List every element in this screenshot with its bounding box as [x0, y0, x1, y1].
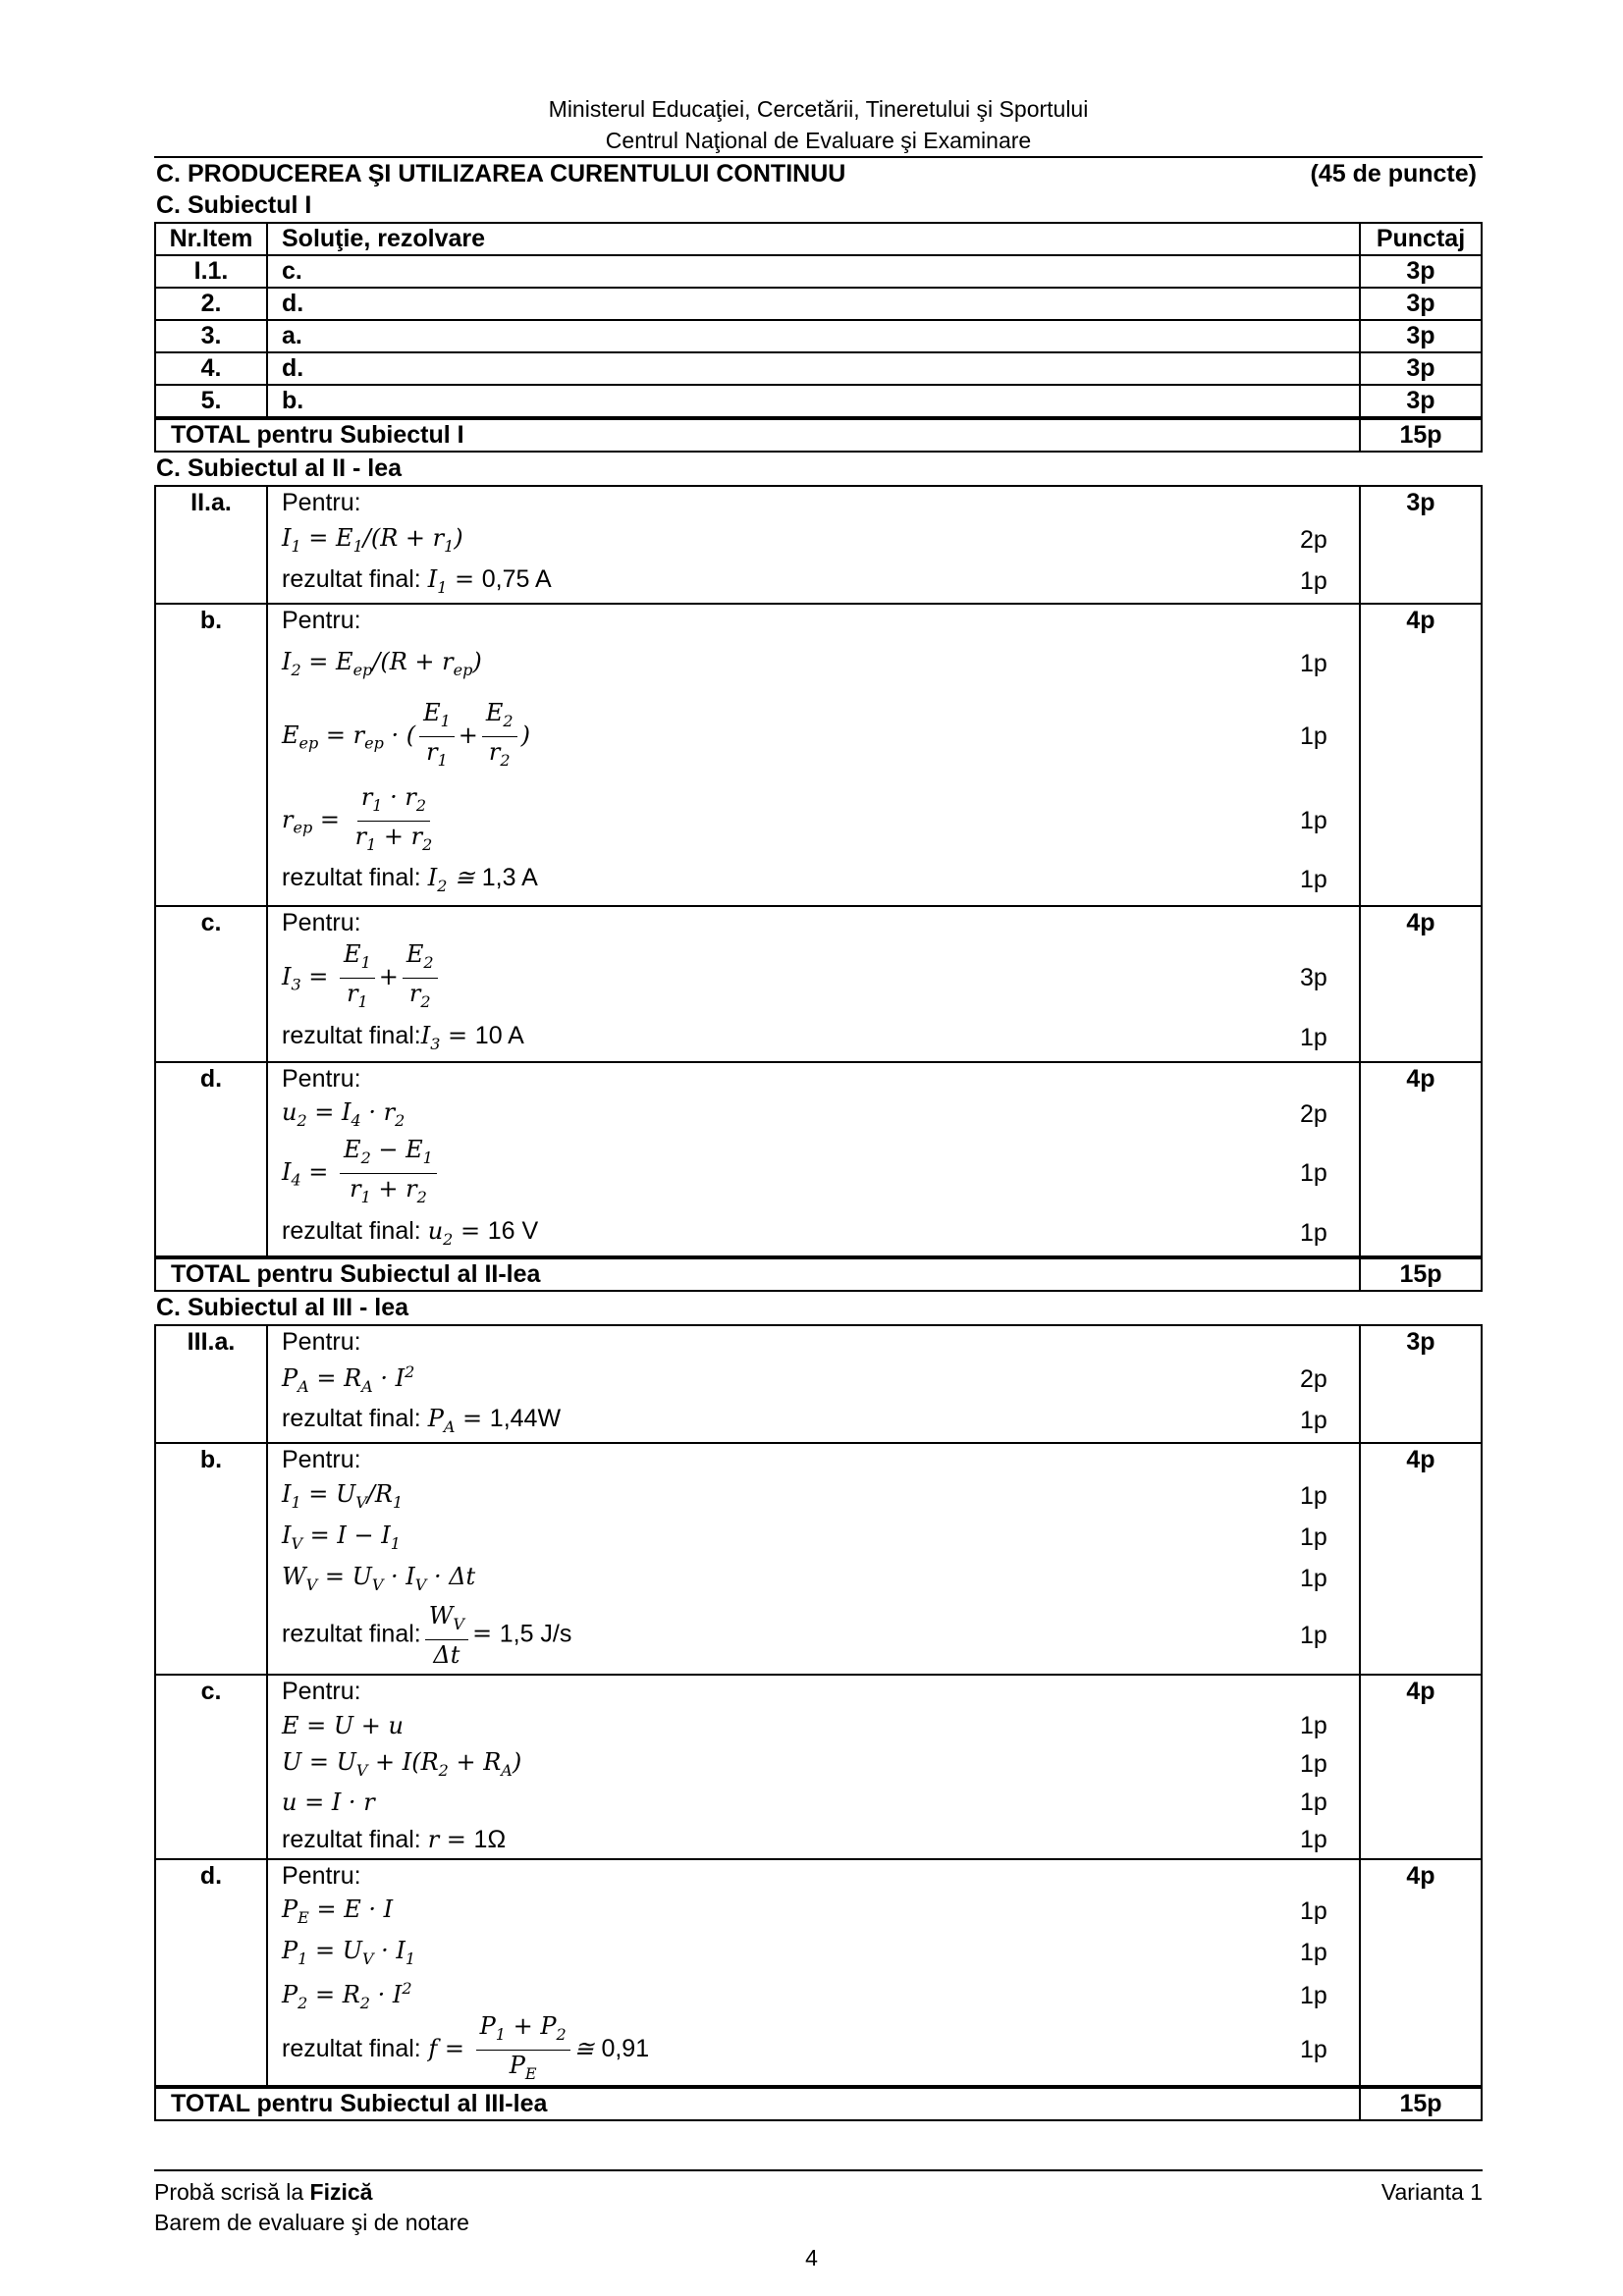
step-points: 1p [1300, 1158, 1327, 1187]
formula-line [282, 518, 1349, 561]
item-number: b. [155, 1443, 267, 1675]
subject-1-table [154, 222, 1483, 418]
step-points: 1p [1300, 1522, 1327, 1551]
result-label: rezultat final: [282, 2034, 421, 2062]
item-points: 3p [1360, 352, 1482, 385]
item-number: d. [155, 1062, 267, 1256]
formula: $U = U_V + I(R_2 + R_A)$ [282, 1748, 522, 1780]
item-number: c. [155, 1675, 267, 1859]
subject-2-table [154, 485, 1483, 1257]
item-answer: d. [267, 352, 1360, 385]
footer-line-1 [154, 2169, 1483, 2208]
formula: $P_2 = R_2 \cdot I^2$ [282, 1979, 412, 2012]
item-solution [267, 1062, 1360, 1256]
section-name: C. PRODUCEREA ŞI UTILIZAREA CURENTULUI CONTINUU [156, 160, 846, 187]
section-points: (45 de puncte) [1310, 160, 1477, 187]
result-value: 1,44W [489, 1405, 562, 1433]
formula-line [282, 691, 1349, 781]
step-points: 1p [1300, 649, 1327, 677]
item-points: 4p [1360, 1859, 1482, 2086]
table-row [155, 255, 1482, 288]
formula-line [282, 1784, 1349, 1821]
exam-label [154, 2177, 372, 2208]
total-points: 15p [1360, 2088, 1482, 2120]
item-number: 4. [155, 352, 267, 385]
item-answer: d. [267, 288, 1360, 320]
formula: u = I · r [282, 1789, 375, 1816]
answer-key-page [154, 93, 1483, 2121]
result-label: rezultat final: [282, 864, 421, 892]
result-label: rezultat final: [282, 1217, 421, 1246]
pentru-label: Pentru: [282, 1678, 361, 1705]
item-solution [267, 604, 1360, 906]
item-points: 3p [1360, 1325, 1482, 1443]
formula: E = U + u [282, 1712, 404, 1739]
formula-line [282, 1358, 1349, 1401]
step-points: 1p [1300, 1711, 1327, 1739]
col-header-solution: Soluţie, rezolvare [267, 223, 1360, 255]
table-row [155, 1859, 1482, 2086]
exam-subject: Fizică [309, 2179, 373, 2205]
formula-line [282, 781, 1349, 860]
result-label: rezultat final: [282, 1405, 421, 1433]
step-points: 1p [1300, 806, 1327, 834]
step-points: 2p [1300, 1364, 1327, 1393]
formula: $r_{ep}$ = $\frac{r_1 \cdot r_2}{r_1 + r_2}$ [282, 782, 433, 854]
formula-line [282, 1134, 1349, 1212]
step-points: 1p [1300, 1938, 1327, 1966]
pentru-label: Pentru: [282, 489, 361, 516]
item-points: 3p [1360, 288, 1482, 320]
item-number: III.a. [155, 1325, 267, 1443]
result-value: 0,75 A [481, 565, 552, 594]
step-points: 3p [1300, 963, 1327, 991]
formula: $P_A = R_A \cdot I^2$ [282, 1362, 415, 1396]
item-points: 3p [1360, 486, 1482, 604]
section-title [154, 158, 1483, 189]
pentru-label: Pentru: [282, 1065, 361, 1093]
formula-line [282, 1475, 1349, 1517]
item-answer: b. [267, 385, 1360, 417]
pentru-label: Pentru: [282, 1446, 361, 1473]
result-label: rezultat final: [282, 1022, 421, 1050]
barem-label: Barem de evaluare şi de notare [154, 2210, 469, 2235]
formula: $u_2 = I_4 \cdot r_2$ [282, 1098, 406, 1130]
total-points: 15p [1360, 1258, 1482, 1291]
formula: $I_1 = E_1/(R + r_1)$ [282, 524, 463, 556]
item-number: b. [155, 604, 267, 906]
item-answer: c. [267, 255, 1360, 288]
result-value: 0,91 [601, 2034, 650, 2062]
item-solution [267, 1443, 1360, 1675]
formula: $I_1 = U_V/R_1$ [282, 1480, 404, 1512]
table-row [155, 604, 1482, 906]
step-points: 1p [1300, 1481, 1327, 1510]
item-number: 5. [155, 385, 267, 417]
table-row [155, 1443, 1482, 1675]
total-label: TOTAL pentru Subiectul I [155, 419, 1360, 452]
result-label: rezultat final: [282, 565, 421, 594]
center-name: Centrul Naţional de Evaluare şi Examinare [605, 128, 1032, 153]
result-line: rezultat final: $I_1 = 0,75$ A 1p [282, 561, 1349, 601]
result-line: rezultat final: $u_2 = 16$ V 1p [282, 1212, 1349, 1254]
step-points: 1p [1300, 2035, 1327, 2063]
result-line: rezultat final: r = 1Ω 1p [282, 1821, 1349, 1858]
formula: $I_V = I - I_1$ [282, 1522, 401, 1553]
step-points: 2p [1300, 1099, 1327, 1128]
step-points: 1p [1300, 1023, 1327, 1051]
formula-line [282, 1095, 1349, 1134]
subject-3-table [154, 1324, 1483, 2087]
step-points: 1p [1300, 1981, 1327, 2009]
step-points: 1p [1300, 1896, 1327, 1925]
item-number: 3. [155, 320, 267, 352]
item-solution [267, 906, 1360, 1062]
item-solution [267, 1675, 1360, 1859]
item-points: 4p [1360, 604, 1482, 906]
result-line: rezultat final: $\frac{W_V}{\Delta t}$ = 1,5 J/s 1p [282, 1599, 1349, 1672]
subject-1-total [154, 418, 1483, 453]
formula-line [282, 1707, 1349, 1744]
item-answer: a. [267, 320, 1360, 352]
step-points: 2p [1300, 525, 1327, 554]
step-points: 1p [1300, 566, 1327, 595]
page-footer [154, 2169, 1483, 2238]
formula: $P_1 = U_V \cdot I_1$ [282, 1937, 416, 1968]
subject-2-total [154, 1257, 1483, 1292]
result-label: rezultat final: [282, 1620, 421, 1648]
result-line: rezultat $final:I_3 = 10$ A 1p [282, 1017, 1349, 1058]
subject-2-title: C. Subiectul al II - lea [156, 454, 403, 482]
formula: $I_3$ = $\frac{E_1}{r_1}$ + $\frac{E_2}{r_2}$ [282, 939, 442, 1017]
table-row [155, 1062, 1482, 1256]
result-line: rezultat final: $I_2$ ≅ 1,3 A 1p [282, 860, 1349, 899]
step-points: 1p [1300, 1788, 1327, 1816]
subject-3-total [154, 2087, 1483, 2121]
result-line: rezultat final: $P_A = 1,44W$ 1p [282, 1401, 1349, 1440]
pentru-label: Pentru: [282, 1328, 361, 1356]
item-points: 3p [1360, 320, 1482, 352]
step-points: 1p [1300, 1621, 1327, 1649]
formula: $I_2 = E_{ep}/(R + r_{ep})$ [282, 648, 482, 679]
ministry-header [154, 93, 1483, 156]
total-label: TOTAL pentru Subiectul al II-lea [155, 1258, 1360, 1291]
formula-line [282, 1517, 1349, 1558]
item-number: I.1. [155, 255, 267, 288]
variant-label: Varianta 1 [1380, 2179, 1483, 2205]
result-value: 1Ω [473, 1825, 507, 1853]
item-number: II.a. [155, 486, 267, 604]
table-row [155, 320, 1482, 352]
subject-3-title: C. Subiectul al III - lea [156, 1294, 409, 1321]
formula-line [282, 1558, 1349, 1599]
result-label: rezultat final: [282, 1825, 421, 1853]
formula-line [282, 636, 1349, 691]
pentru-label: Pentru: [282, 607, 361, 634]
table-header-row [155, 223, 1482, 255]
item-points: 4p [1360, 1443, 1482, 1675]
table-row [155, 352, 1482, 385]
formula-line [282, 1931, 1349, 1974]
item-points: 4p [1360, 1675, 1482, 1859]
item-points: 4p [1360, 906, 1482, 1062]
item-number: d. [155, 1859, 267, 2086]
item-points: 3p [1360, 255, 1482, 288]
page-number: 4 [805, 2245, 818, 2270]
pentru-label: Pentru: [282, 1862, 361, 1890]
formula-line [282, 938, 1349, 1017]
result-value: 1,5 J/s [499, 1620, 572, 1648]
step-points: 1p [1300, 721, 1327, 750]
total-points: 15p [1360, 419, 1482, 452]
result-value: 16 V [487, 1217, 539, 1246]
formula: $W_V = U_V \cdot I_V \cdot \Delta t$ [282, 1563, 476, 1594]
item-solution [267, 486, 1360, 604]
item-solution [267, 1325, 1360, 1443]
col-header-points: Punctaj [1360, 223, 1482, 255]
exam-prefix: Probă scrisă la [154, 2179, 310, 2205]
result-value: 1,3 A [481, 864, 538, 892]
formula-line [282, 1744, 1349, 1784]
step-points: 1p [1300, 1825, 1327, 1853]
ministry-name: Ministerul Educaţiei, Cercetării, Tineretului şi Sportului [548, 96, 1089, 122]
step-points: 1p [1300, 1749, 1327, 1778]
formula: $I_4$ = $\frac{E_2 - E_1}{r_1 + r_2}$ [282, 1135, 441, 1212]
item-number: 2. [155, 288, 267, 320]
table-row [155, 1675, 1482, 1859]
step-points: 1p [1300, 1218, 1327, 1247]
table-row [155, 288, 1482, 320]
col-header-item: Nr.Item [155, 223, 267, 255]
step-points: 1p [1300, 1564, 1327, 1592]
formula: $E_{ep} = r_{ep}$ · ( $\frac{E_1}{r_1}$ + $\frac{E_2}{r_2}$ ) [282, 698, 530, 770]
result-line: rezultat final: f = $\frac{P_1 + P_2}{P_E}$ ≅ 0,91 1p [282, 2017, 1349, 2082]
item-number: c. [155, 906, 267, 1062]
item-points: 4p [1360, 1062, 1482, 1256]
step-points: 1p [1300, 1406, 1327, 1434]
total-label: TOTAL pentru Subiectul al III-lea [155, 2088, 1360, 2120]
step-points: 1p [1300, 865, 1327, 893]
formula-line [282, 1892, 1349, 1931]
table-row [155, 385, 1482, 417]
subject-1-title: C. Subiectul I [156, 191, 312, 219]
table-row [155, 1325, 1482, 1443]
formula: $P_E = E \cdot I$ [282, 1896, 394, 1927]
result-value: 10 A [474, 1022, 524, 1050]
item-points: 3p [1360, 385, 1482, 417]
pentru-label: Pentru: [282, 909, 361, 936]
table-row [155, 486, 1482, 604]
item-solution [267, 1859, 1360, 2086]
table-row [155, 906, 1482, 1062]
